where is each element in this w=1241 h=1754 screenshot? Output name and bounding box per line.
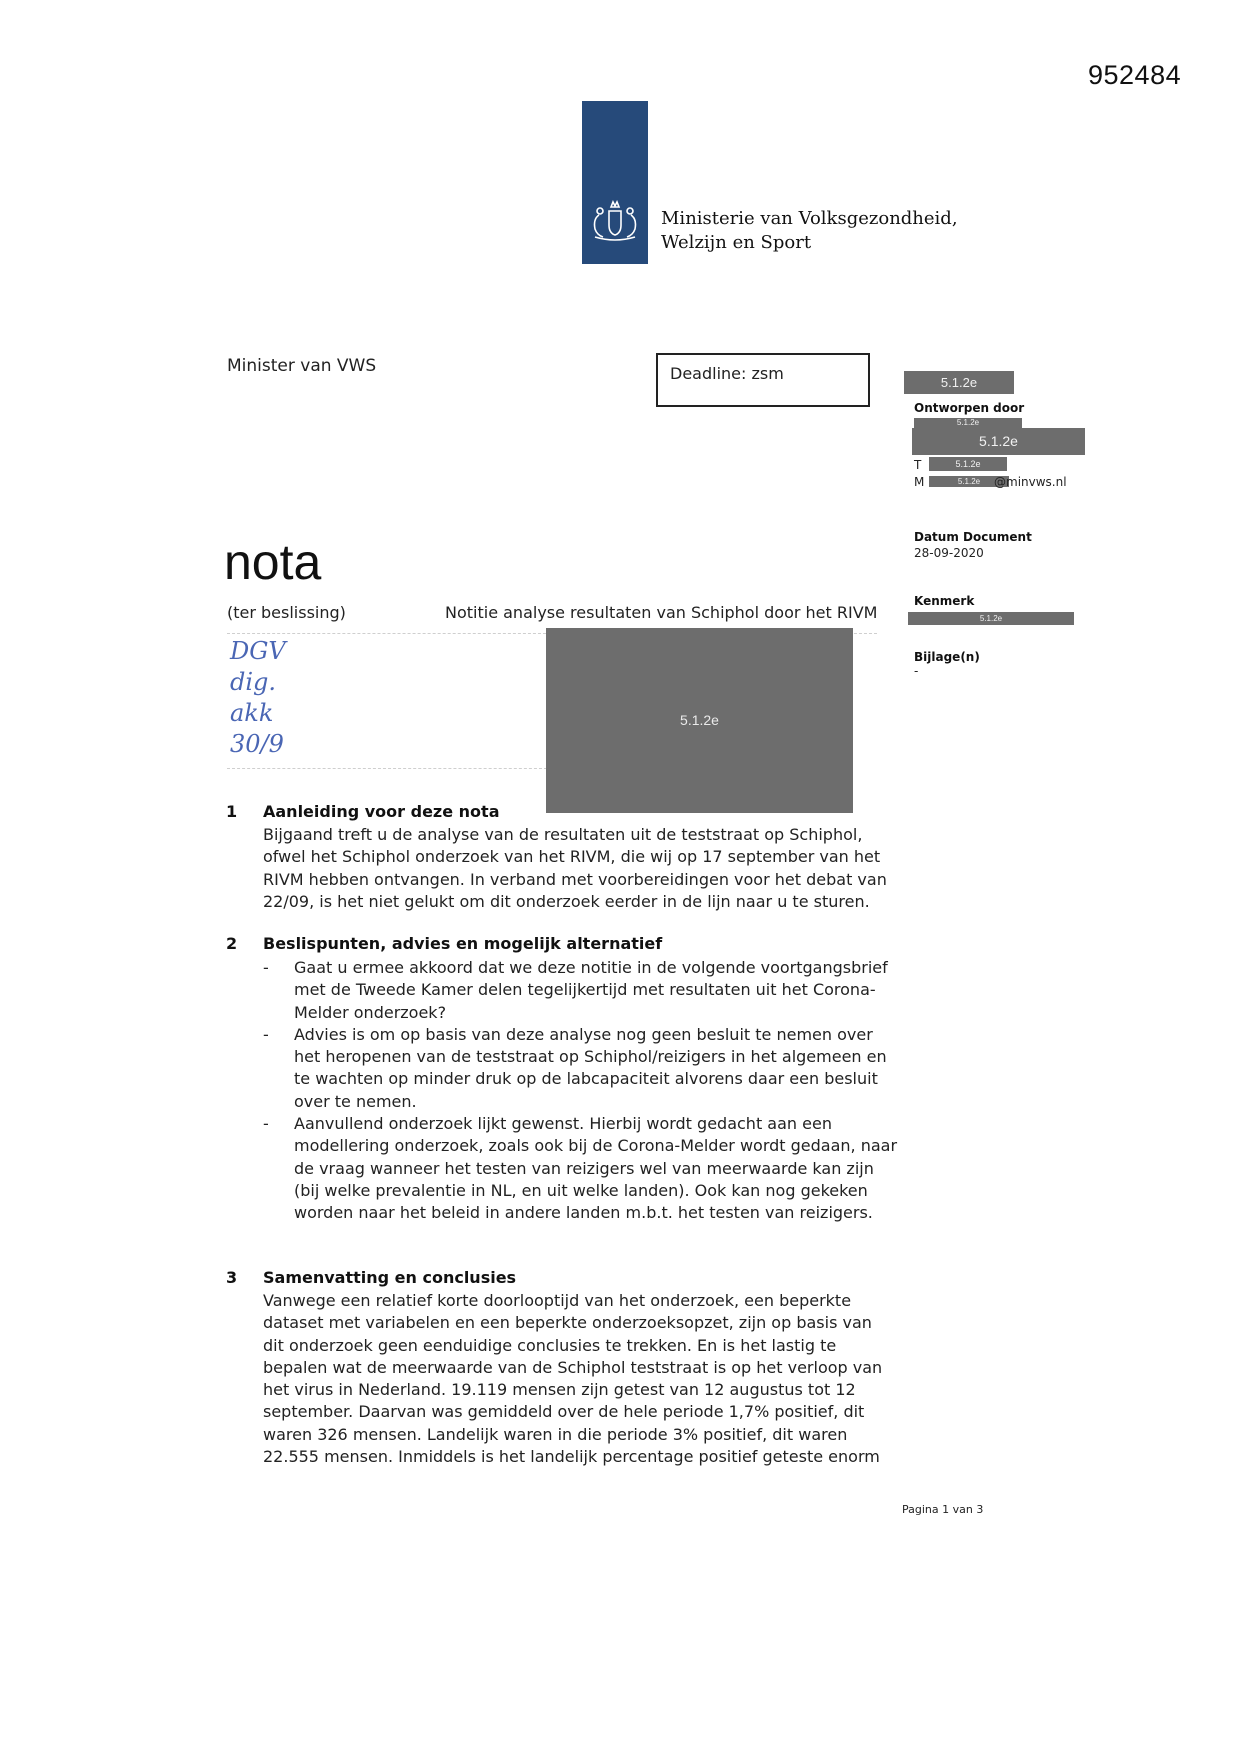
deadline-box	[656, 353, 870, 407]
redacted-block: 5.1.2e	[929, 476, 1009, 487]
designed-by-label: Ontworpen door	[914, 401, 1025, 415]
handwritten-annotation	[230, 636, 286, 760]
redaction-code: 5.1.2e	[680, 712, 719, 728]
page-number: Pagina 1 van 3	[902, 1503, 984, 1516]
section-number: 2	[226, 934, 238, 953]
redacted-block: 5.1.2e	[912, 428, 1085, 455]
divider	[227, 768, 547, 769]
attachments-label: Bijlage(n)	[914, 650, 980, 664]
date-label: Datum Document	[914, 530, 1032, 544]
date-value: 28-09-2020	[914, 546, 984, 560]
section-number: 3	[226, 1268, 238, 1287]
addressee: Minister van VWS	[227, 356, 377, 376]
reference-label: Kenmerk	[914, 594, 975, 608]
section-text: Bijgaand treft u de analyse van de resultaten uit de teststraat op Schiphol, ofwel het Schiphol onderzoek van het RIVM, die wij op 17 september van het RIVM hebben ontvangen. In verband met voorbereidingen voor het debat van 22/09, is het niet gelukt om dit onderzoek eerder in de lijn naar u te sturen.	[263, 825, 887, 911]
section-heading: Samenvatting en conclusies	[263, 1268, 517, 1287]
mail-domain: @minvws.nl	[994, 475, 1067, 489]
redacted-block: 5.1.2e	[908, 612, 1074, 625]
attachments-value: -	[914, 664, 919, 678]
ministry-name	[661, 207, 958, 255]
handwriting-line: DGV	[230, 637, 286, 665]
section-text: Vanwege een relatief korte doorlooptijd van het onderzoek, een beperkte dataset met variabelen en een beperkte onderzoeksopzet, zijn op basis van dit onderzoek geen eenduidige conclusies te trekken. En is het lastig te bepalen wat de meerwaarde van de Schiphol teststraat is op het verloop van het virus in Nederland. 19.119 mensen zijn getest van 12 augustus tot 12 september. Daarvan was gemiddeld over de hele periode 1,7% positief, dit waren 326 mensen. Landelijk waren in die periode 3% positief, dit waren 22.555 mensen. Inmiddels is het landelijk percentage positief geteste enorm	[263, 1291, 883, 1467]
note-type: (ter beslissing)	[227, 603, 346, 622]
handwriting-line: akk	[230, 699, 274, 727]
section-heading: Beslispunten, advies en mogelijk alternatief	[263, 934, 663, 953]
ministry-line-2: Welzijn en Sport	[661, 232, 812, 253]
list-item: - Aanvullend onderzoek lijkt gewenst. Hierbij wordt gedacht aan een modellering onderzoek, zoals ook bij de Corona-Melder wordt gedaan, naar de vraag wanneer het testen van reizigers wel van meerwaarde kan zijn (bij welke prevalentie in NL, en uit welke landen). Ook kan nog gekeken worden naar het beleid in andere landen m.b.t. het testen van reizigers.	[263, 1114, 898, 1223]
mail-prefix: M	[914, 475, 925, 489]
bullet-list	[263, 957, 903, 1225]
list-item-text: Aanvullend onderzoek lijkt gewenst. Hierbij wordt gedacht aan een modellering onderzoek, zoals ook bij de Corona-Melder wordt gedaan, naar de vraag wanneer het testen van reizigers wel van meerwaarde kan zijn (bij welke prevalentie in NL, en uit welke landen). Ook kan nog gekeken worden naar het beleid in andere landen m.b.t. het testen van reizigers.	[294, 1114, 898, 1223]
page-title: nota	[224, 534, 322, 590]
phone-prefix: T	[914, 458, 922, 472]
note-subject: Notitie analyse resultaten van Schiphol door het RIVM	[445, 603, 878, 622]
redacted-block: 5.1.2e	[904, 371, 1014, 394]
list-item-text: Gaat u ermee akkoord dat we deze notitie in de volgende voortgangsbrief met de Tweede Kamer delen tegelijkertijd met resultaten uit het Corona-Melder onderzoek?	[294, 958, 888, 1022]
handwriting-line: dig.	[230, 668, 277, 696]
list-item: - Gaat u ermee akkoord dat we deze notitie in de volgende voortgangsbrief met de Tweede Kamer delen tegelijkertijd met resultaten uit het Corona-Melder onderzoek?	[263, 958, 888, 1022]
section-number: 1	[226, 802, 238, 821]
ministry-line-1: Ministerie van Volksgezondheid,	[661, 208, 958, 229]
deadline-text: Deadline: zsm	[670, 364, 784, 383]
list-item-text: Advies is om op basis van deze analyse nog geen besluit te nemen over het heropenen van de teststraat op Schiphol/reizigers in het algemeen en te wachten op minder druk op de labcapaciteit alvorens daar een besluit over te nemen.	[294, 1024, 887, 1111]
coat-of-arms-icon	[587, 197, 643, 243]
document-number: 952484	[1088, 60, 1182, 90]
government-logo	[582, 101, 648, 264]
redacted-block	[546, 628, 853, 813]
list-item: - Advies is om op basis van deze analyse nog geen besluit te nemen over het heropenen van de teststraat op Schiphol/reizigers in het algemeen en te wachten op minder druk op de labcapaciteit alvorens daar een besluit over te nemen.	[263, 1024, 887, 1111]
handwriting-line: 30/9	[230, 730, 284, 758]
section-heading: Aanleiding voor deze nota	[263, 802, 500, 821]
redacted-block: 5.1.2e	[914, 418, 1022, 428]
redacted-block: 5.1.2e	[929, 457, 1007, 471]
